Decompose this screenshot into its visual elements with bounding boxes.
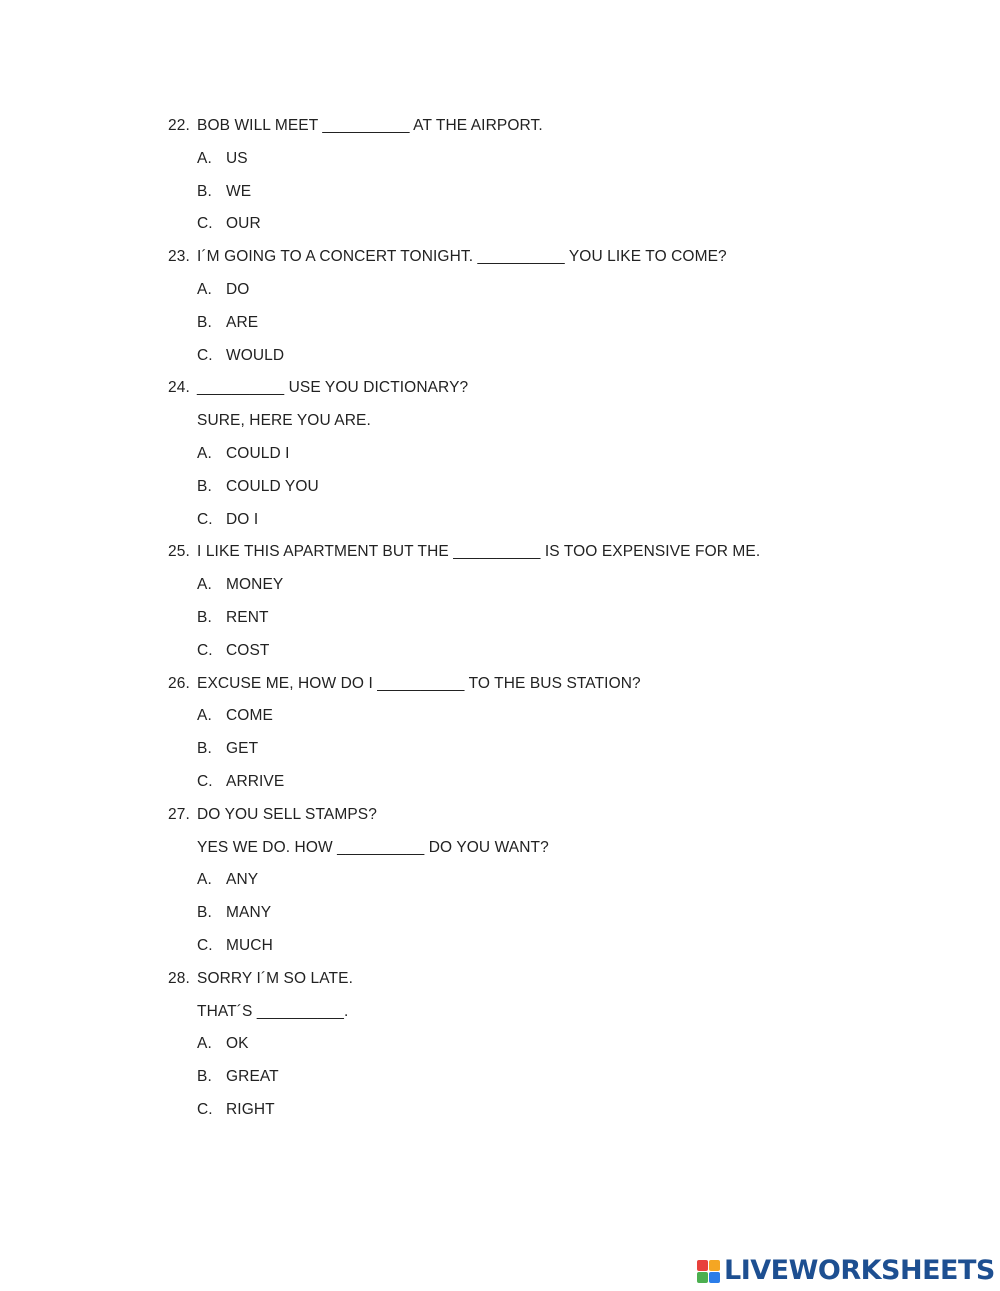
option-letter[interactable]: A. xyxy=(197,445,212,462)
option-letter[interactable]: C. xyxy=(197,773,213,790)
option-text[interactable]: RENT xyxy=(226,609,269,626)
question-subline: SURE, HERE YOU ARE. xyxy=(197,412,371,429)
logo-block-orange xyxy=(709,1260,720,1271)
option-text[interactable]: COULD YOU xyxy=(226,478,319,495)
option-letter[interactable]: B. xyxy=(197,183,212,200)
option-letter[interactable]: C. xyxy=(197,642,213,659)
option-letter[interactable]: B. xyxy=(197,904,212,921)
option-letter[interactable]: C. xyxy=(197,1101,213,1118)
question-text: __________ USE YOU DICTIONARY? xyxy=(197,379,469,396)
logo-block-green xyxy=(697,1272,708,1283)
option-text[interactable]: OUR xyxy=(226,215,261,232)
option-text[interactable]: DO I xyxy=(226,511,259,528)
question-text: DO YOU SELL STAMPS? xyxy=(197,806,377,823)
logo-block-blue xyxy=(709,1272,720,1283)
option-letter[interactable]: B. xyxy=(197,314,212,331)
question-number: 26. xyxy=(168,675,190,692)
option-text[interactable]: ARE xyxy=(226,314,259,331)
liveworksheets-logo xyxy=(697,1254,995,1288)
option-letter[interactable]: A. xyxy=(197,871,212,888)
option-text[interactable]: RIGHT xyxy=(226,1101,275,1118)
option-letter[interactable]: A. xyxy=(197,1035,212,1052)
option-letter[interactable]: B. xyxy=(197,740,212,757)
option-text[interactable]: COST xyxy=(226,642,270,659)
question-subline: THAT´S __________. xyxy=(197,1003,349,1020)
question-number: 22. xyxy=(168,117,190,134)
option-letter[interactable]: B. xyxy=(197,609,212,626)
logo-block-red xyxy=(697,1260,708,1271)
option-letter[interactable]: C. xyxy=(197,937,213,954)
option-text[interactable]: DO xyxy=(226,281,250,298)
logo-blocks-icon xyxy=(697,1260,720,1283)
option-letter[interactable]: A. xyxy=(197,576,212,593)
option-letter[interactable]: B. xyxy=(197,478,212,495)
option-text[interactable]: WE xyxy=(226,183,252,200)
question-number: 24. xyxy=(168,379,190,396)
option-text[interactable]: MANY xyxy=(226,904,272,921)
option-text[interactable]: COULD I xyxy=(226,445,290,462)
option-text[interactable]: COME xyxy=(226,707,273,724)
question-text: BOB WILL MEET __________ AT THE AIRPORT. xyxy=(197,117,543,134)
question-number: 28. xyxy=(168,970,190,987)
option-letter[interactable]: A. xyxy=(197,707,212,724)
question-subline: YES WE DO. HOW __________ DO YOU WANT? xyxy=(197,839,549,856)
question-number: 23. xyxy=(168,248,190,265)
question-text: EXCUSE ME, HOW DO I __________ TO THE BUS STATION? xyxy=(197,675,641,692)
option-text[interactable]: GET xyxy=(226,740,259,757)
question-text: I LIKE THIS APARTMENT BUT THE __________ IS TOO EXPENSIVE FOR ME. xyxy=(197,543,761,560)
option-text[interactable]: OK xyxy=(226,1035,249,1052)
option-text[interactable]: ARRIVE xyxy=(226,773,285,790)
option-text[interactable]: WOULD xyxy=(226,347,285,364)
option-letter[interactable]: B. xyxy=(197,1068,212,1085)
logo-text: LIVEWORKSHEETS xyxy=(724,1255,995,1286)
option-letter[interactable]: A. xyxy=(197,281,212,298)
question-text: I´M GOING TO A CONCERT TONIGHT. __________ YOU LIKE TO COME? xyxy=(197,248,727,265)
option-text[interactable]: GREAT xyxy=(226,1068,279,1085)
option-text[interactable]: MUCH xyxy=(226,937,273,954)
question-number: 25. xyxy=(168,543,190,560)
option-letter[interactable]: C. xyxy=(197,347,213,364)
option-letter[interactable]: A. xyxy=(197,150,212,167)
option-letter[interactable]: C. xyxy=(197,215,213,232)
option-text[interactable]: US xyxy=(226,150,248,167)
question-text: SORRY I´M SO LATE. xyxy=(197,970,353,987)
option-text[interactable]: MONEY xyxy=(226,576,284,593)
option-text[interactable]: ANY xyxy=(226,871,259,888)
option-letter[interactable]: C. xyxy=(197,511,213,528)
question-number: 27. xyxy=(168,806,190,823)
